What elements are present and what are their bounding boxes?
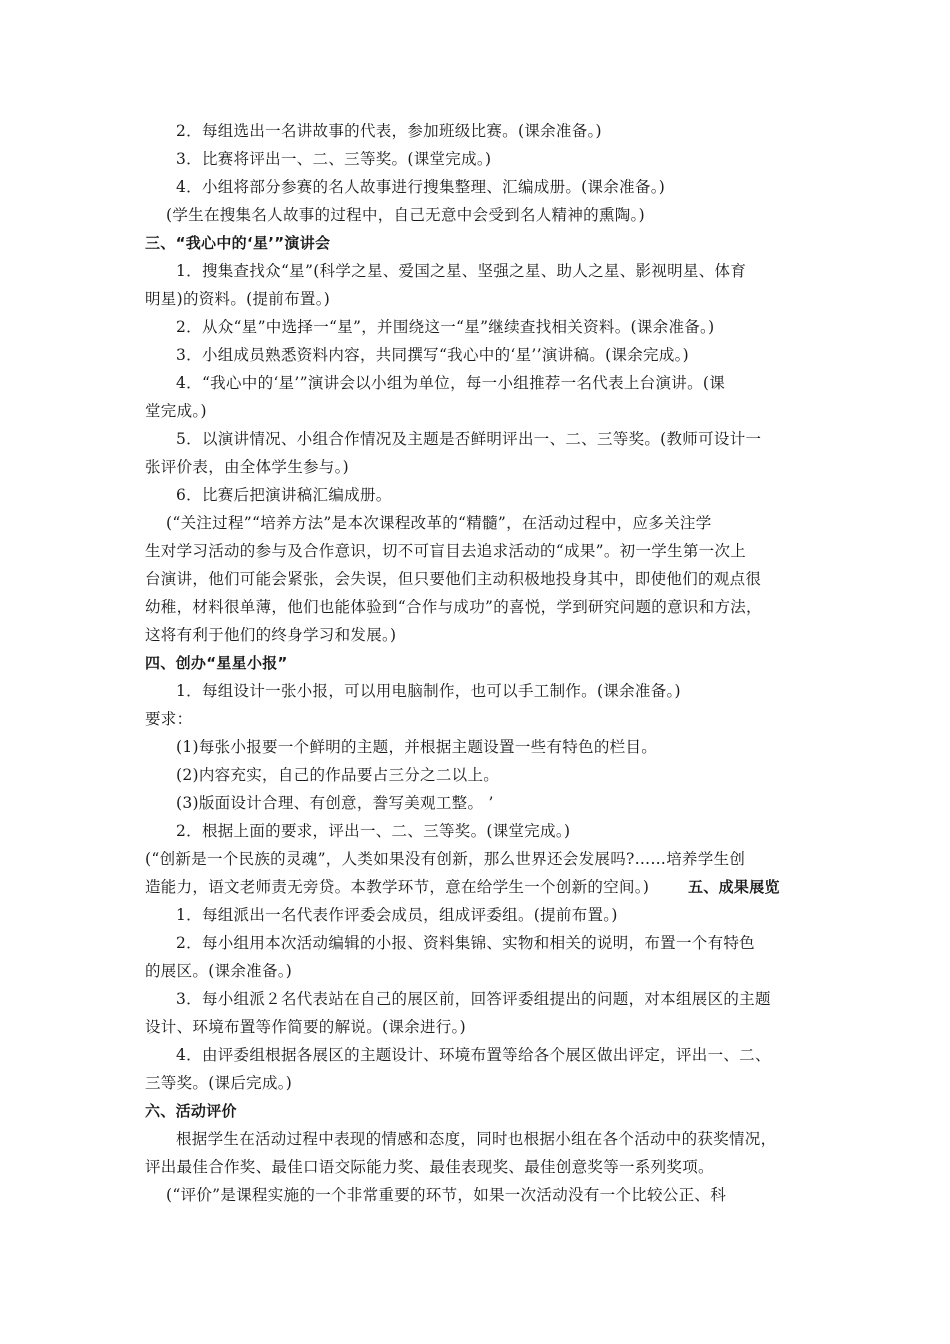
text-line: 2．每小组用本次活动编辑的小报、资料集锦、实物和相关的说明，布置一个有特色: [176, 934, 755, 952]
text-line: 2．从众“星”中选择一“星”，并围绕这一“星”继续查找相关资料。(课余准备。): [176, 318, 715, 336]
text-line: 造能力，语文老师责无旁贷。本教学环节，意在给学生一个创新的空间。): [145, 878, 650, 896]
text-line: 根据学生在活动过程中表现的情感和态度，同时也根据小组在各个活动中的获奖情况，: [176, 1130, 777, 1148]
text-line: 4．由评委组根据各展区的主题设计、环境布置等给各个展区做出评定，评出一、二、: [176, 1046, 771, 1064]
text-line: 生对学习活动的参与及合作意识，切不可盲目去追求活动的“成果”。初一学生第一次上: [145, 542, 747, 560]
text-line: 评出最佳合作奖、最佳口语交际能力奖、最佳表现奖、最佳创意奖等一系列奖项。: [145, 1158, 714, 1176]
text-line: 台演讲，他们可能会紧张，会失误，但只要他们主动积极地投身其中，即使他们的观点很: [145, 570, 762, 588]
text-line: 5．以演讲情况、小组合作情况及主题是否鲜明评出一、二、三等奖。(教师可设计一: [176, 430, 762, 448]
text-line: 1．每组派出一名代表作评委会成员，组成评委组。(提前布置。): [176, 906, 618, 924]
text-line: 三等奖。(课后完成。): [145, 1074, 293, 1092]
text-line: (“创新是一个民族的灵魂”，人类如果没有创新，那么世界还会发展吗?……培养学生创: [145, 850, 746, 868]
text-line: 2．根据上面的要求，评出一、二、三等奖。(课堂完成。): [176, 822, 571, 840]
text-line: 设计、环境布置等作简要的解说。(课余进行。): [145, 1018, 466, 1036]
text-line: 3．比赛将评出一、二、三等奖。(课堂完成。): [176, 150, 492, 168]
text-line: (“关注过程”“培养方法”是本次课程改革的“精髓”，在活动过程中，应多关注学: [166, 514, 712, 532]
text-line: 的展区。(课余准备。): [145, 962, 293, 980]
text-line: 3．每小组派２名代表站在自己的展区前，回答评委组提出的问题，对本组展区的主题: [176, 990, 771, 1008]
text-line: 1．搜集查找众“星”(科学之星、爱国之星、坚强之星、助人之星、影视明星、体育: [176, 262, 747, 280]
section-heading: 三、“我心中的‘星’”演讲会: [145, 234, 331, 252]
text-line: 要求：: [145, 710, 193, 728]
text-line: 4．小组将部分参赛的名人故事进行搜集整理、汇编成册。(课余准备。): [176, 178, 666, 196]
section-heading: 五、成果展览: [688, 878, 780, 896]
text-line: 6．比赛后把演讲稿汇编成册。: [176, 486, 392, 504]
text-line: (1)每张小报要一个鲜明的主题，并根据主题设置一些有特色的栏目。: [176, 738, 658, 756]
text-line: (3)版面设计合理、有创意，誊写美观工整。 ’: [176, 794, 494, 812]
text-line: 4．“我心中的‘星’”演讲会以小组为单位，每一小组推荐一名代表上台演讲。(课: [176, 374, 726, 392]
text-line: 2．每组选出一名讲故事的代表，参加班级比赛。(课余准备。): [176, 122, 602, 140]
text-line: 张评价表，由全体学生参与。): [145, 458, 349, 476]
text-line: 这将有利于他们的终身学习和发展。): [145, 626, 397, 644]
text-line: (学生在搜集名人故事的过程中，自己无意中会受到名人精神的熏陶。): [166, 206, 645, 224]
text-line: 幼稚，材料很单薄，他们也能体验到“合作与成功”的喜悦，学到研究问题的意识和方法，: [145, 598, 762, 616]
text-line: 1．每组设计一张小报，可以用电脑制作，也可以手工制作。(课余准备。): [176, 682, 681, 700]
section-heading: 六、活动评价: [145, 1102, 237, 1120]
text-line: 堂完成。): [145, 402, 207, 420]
text-line: 3．小组成员熟悉资料内容，共同撰写“我心中的‘星’’演讲稿。(课余完成。): [176, 346, 690, 364]
text-line: 明星)的资料。(提前布置。): [145, 290, 331, 308]
text-line: (“评价”是课程实施的一个非常重要的环节，如果一次活动没有一个比较公正、科: [166, 1186, 726, 1204]
section-heading: 四、创办“星星小报”: [145, 654, 288, 672]
text-line: (2)内容充实，自己的作品要占三分之二以上。: [176, 766, 500, 784]
